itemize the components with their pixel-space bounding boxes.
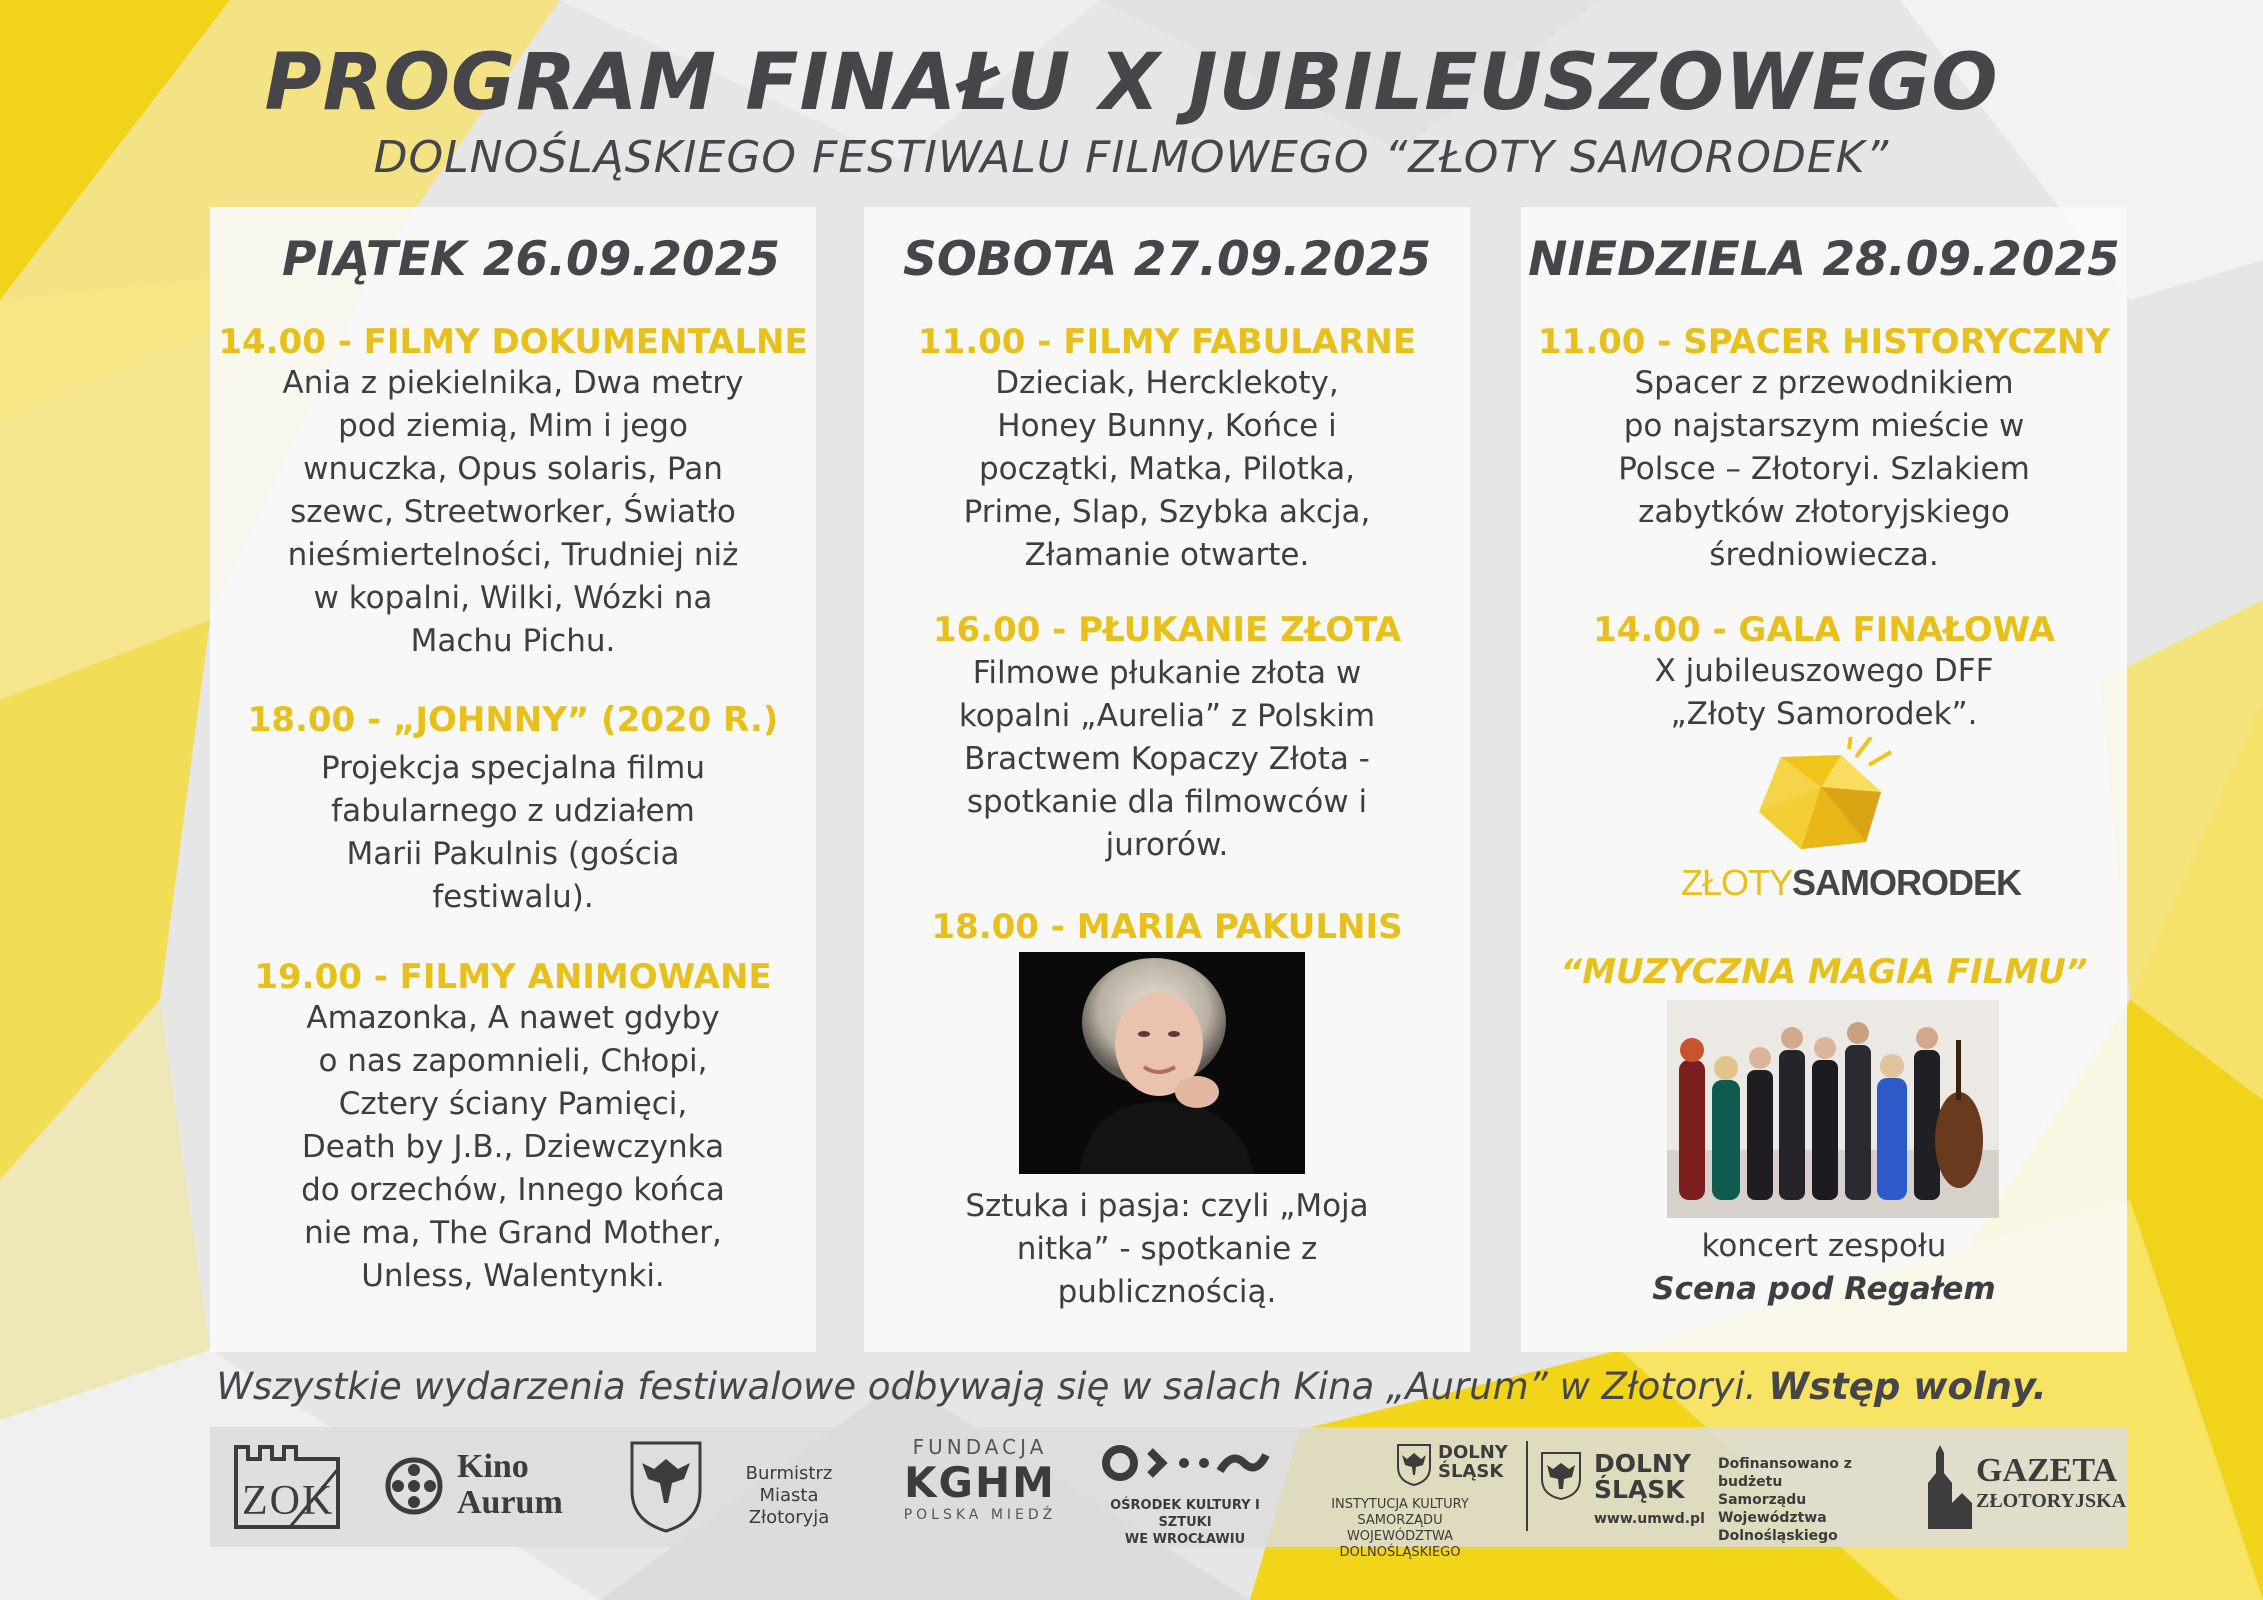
burmistrz-line: Burmistrz Miasta: [745, 1463, 833, 1506]
kino-aurum-text: [457, 1449, 563, 1521]
festival-logo-text: [1681, 862, 2022, 904]
page-subtitle: DOLNOŚLĄSKIEGO FESTIWALU FILMOWEGO “ZŁOTY SAMORODEK”: [373, 132, 1890, 183]
event-description: [894, 1185, 1440, 1314]
event-description: [1551, 1225, 2097, 1311]
dolny-slask-sub: [1290, 1497, 1510, 1561]
description-line: Marii Pakulnis (gościa: [346, 836, 680, 872]
description-line: nieśmiertelności, Trudniej niż: [287, 537, 739, 573]
eagle-icon: [1394, 1441, 1434, 1487]
ds-sub-line: WOJEWÓDZTWA DOLNOŚLĄSKIEGO: [1339, 1529, 1461, 1560]
okis-symbol-icon: [1100, 1441, 1270, 1487]
okis-line: OŚRODEK KULTURY I SZTUKI: [1110, 1498, 1260, 1530]
kino-aurum-logo: [382, 1449, 592, 1529]
guest-photo: [1019, 952, 1305, 1174]
description-line: zabytków złotoryjskiego: [1638, 494, 2010, 530]
description-line: Unless, Walentynki.: [361, 1258, 665, 1294]
event-description: [240, 997, 786, 1298]
kghm-fundacja-text: FUNDACJA: [912, 1435, 1048, 1459]
description-line: Cztery ściany Pamięci,: [338, 1086, 688, 1122]
okis-text: [1090, 1497, 1280, 1548]
zlotoryjska-word: ZŁOTORYJSKA: [1976, 1490, 2127, 1512]
gold-nugget-icon: [1681, 737, 1971, 857]
gazeta-text: [1976, 1453, 2126, 1513]
description-line: Spacer z przewodnikiem: [1634, 365, 2014, 401]
dolny-slask-umwd-logo: [1538, 1441, 1705, 1537]
description-line: Ania z piekielnika, Dwa metry: [282, 365, 744, 401]
gazeta-zlotoryjska-logo: [1922, 1443, 2127, 1533]
day-column-saturday: [864, 207, 1470, 1352]
dolny-text: DOLNY: [1438, 1442, 1508, 1463]
description-line: spotkanie dla filmowców i: [966, 784, 1368, 820]
sponsor-logos: [210, 1427, 2127, 1560]
footer-note: [0, 1365, 2263, 1408]
kghm-text: KGHM: [904, 1458, 1056, 1507]
event-heading: “MUZYCZNA MAGIA FILMU”: [1560, 952, 2088, 992]
film-reel-icon: [382, 1454, 452, 1524]
band-name: Scena pod Regałem: [1652, 1271, 1996, 1307]
event-description: [240, 747, 786, 919]
eagle-coat-of-arms-icon: [628, 1439, 704, 1535]
description-line: festiwalu).: [432, 879, 594, 915]
eagle-icon: [1538, 1449, 1584, 1501]
description-line: jurorów.: [1105, 827, 1229, 863]
day-title: SOBOTA 27.09.2025: [902, 232, 1432, 287]
event-heading: 18.00 - „JOHNNY” (2020 R.): [247, 700, 779, 740]
event-heading: 14.00 - GALA FINAŁOWA: [1593, 610, 2055, 650]
logo-text-part1: ZŁOTY: [1681, 862, 1793, 903]
description-line: w kopalni, Wilki, Wózki na: [313, 580, 713, 616]
description-line: X jubileuszowego DFF: [1654, 653, 1994, 689]
day-title: PIĄTEK 26.09.2025: [281, 232, 781, 287]
day-title: NIEDZIELA 28.09.2025: [1528, 232, 2120, 287]
gazeta-word: GAZETA: [1976, 1452, 2118, 1489]
description-line: Sztuka i pasja: czyli „Moja: [965, 1188, 1369, 1224]
day-column-sunday: [1521, 207, 2127, 1352]
footer-note-bold: Wstęp wolny.: [1768, 1365, 2047, 1408]
dofin-line: Dofinansowano z budżetu: [1718, 1456, 1852, 1490]
slask-text: ŚLĄSK: [1438, 1461, 1504, 1482]
dolny-text: DOLNY: [1594, 1449, 1691, 1478]
burmistrz-line: Złotoryja: [748, 1507, 830, 1528]
description-line: szewc, Streetworker, Światło: [290, 494, 736, 530]
logo-text-part2: SAMORODEK: [1792, 862, 2022, 903]
description-line: Dzieciak, Hercklekoty,: [995, 365, 1339, 401]
description-line: Machu Pichu.: [410, 623, 616, 659]
dofin-line: Samorządu Województwa: [1718, 1492, 1827, 1526]
description-line: Projekcja specjalna filmu: [321, 750, 705, 786]
dolny-slask-text: [1594, 1451, 1691, 1503]
description-line: początki, Matka, Pilotka,: [978, 451, 1355, 487]
description-line: o nas zapomnieli, Chłopi,: [318, 1043, 708, 1079]
burmistrz-logo: [628, 1439, 868, 1535]
description-line: Prime, Slap, Szybka akcja,: [963, 494, 1371, 530]
description-line: Bractwem Kopaczy Złota -: [964, 741, 1370, 777]
description-line: kopalni „Aurelia” z Polskim: [958, 698, 1376, 734]
town-skyline-icon: [1922, 1443, 1978, 1529]
description-line: Honey Bunny, Końce i: [997, 408, 1337, 444]
event-description: [1551, 650, 2097, 736]
description-line: publicznością.: [1057, 1274, 1277, 1310]
umwd-url: www.umwd.pl: [1594, 1511, 1705, 1527]
description-line: Amazonka, A nawet gdyby: [306, 1000, 720, 1036]
okis-line: WE WROCŁAWIU: [1124, 1532, 1246, 1547]
day-column-friday: [210, 207, 816, 1352]
description-line: po najstarszym mieście w: [1623, 408, 2025, 444]
event-description: [894, 652, 1440, 867]
description-line: fabularnego z udziałem: [331, 793, 695, 829]
description-line: Filmowe płukanie złota w: [972, 655, 1362, 691]
event-heading: 16.00 - PŁUKANIE ZŁOTA: [932, 610, 1402, 650]
description-line: Death by J.B., Dziewczynka: [301, 1129, 725, 1165]
event-heading: 11.00 - FILMY FABULARNE: [917, 322, 1417, 362]
description-line: wnuczka, Opus solaris, Pan: [303, 451, 723, 487]
dofinansowano-text: [1718, 1455, 1908, 1544]
description-line: nitka” - spotkanie z: [1016, 1231, 1318, 1267]
dolny-slask-text: [1438, 1443, 1508, 1481]
event-description: [240, 362, 786, 663]
event-heading: 14.00 - FILMY DOKUMENTALNE: [218, 322, 808, 362]
event-description: [894, 362, 1440, 577]
description-line: koncert zespołu: [1701, 1228, 1947, 1264]
event-description: [1551, 362, 2097, 577]
description-line: Złamanie otwarte.: [1024, 537, 1310, 573]
ds-sub-line: INSTYTUCJA KULTURY SAMORZĄDU: [1331, 1497, 1469, 1528]
dolny-slask-institution-logo: [1290, 1441, 1510, 1560]
okis-logo: [1090, 1441, 1280, 1547]
event-heading: 11.00 - SPACER HISTORYCZNY: [1537, 322, 2111, 362]
description-line: nie ma, The Grand Mother,: [304, 1215, 722, 1251]
divider: [1526, 1441, 1528, 1531]
zok-logo: [228, 1439, 346, 1535]
description-line: średniowiecza.: [1709, 537, 1939, 573]
slask-text: ŚLĄSK: [1594, 1475, 1685, 1504]
event-heading: 19.00 - FILMY ANIMOWANE: [254, 957, 772, 997]
footer-note-main: Wszystkie wydarzenia festiwalowe odbywają się w salach Kina „Aurum” w Złotoryi.: [216, 1365, 1757, 1408]
kino-text: Kino: [457, 1448, 529, 1485]
burmistrz-text: [714, 1463, 864, 1529]
dofin-line: Dolnośląskiego: [1718, 1528, 1838, 1544]
description-line: „Złoty Samorodek”.: [1670, 696, 1978, 732]
description-line: do orzechów, Innego końca: [301, 1172, 725, 1208]
description-line: pod ziemią, Mim i jego: [338, 408, 688, 444]
festival-logo: [1681, 737, 2022, 917]
page-title: PROGRAM FINAŁU X JUBILEUSZOWEGO: [264, 38, 1999, 128]
event-heading: 18.00 - MARIA PAKULNIS: [931, 907, 1403, 947]
zok-logo-text: ZOK: [242, 1478, 335, 1524]
description-line: Polsce – Złotoryi. Szlakiem: [1618, 451, 2030, 487]
aurum-text: Aurum: [457, 1484, 563, 1521]
kghm-logo: [900, 1435, 1060, 1539]
band-photo: [1667, 1000, 1999, 1218]
kghm-polska-miedz-text: POLSKA MIEDŹ: [903, 1507, 1057, 1523]
